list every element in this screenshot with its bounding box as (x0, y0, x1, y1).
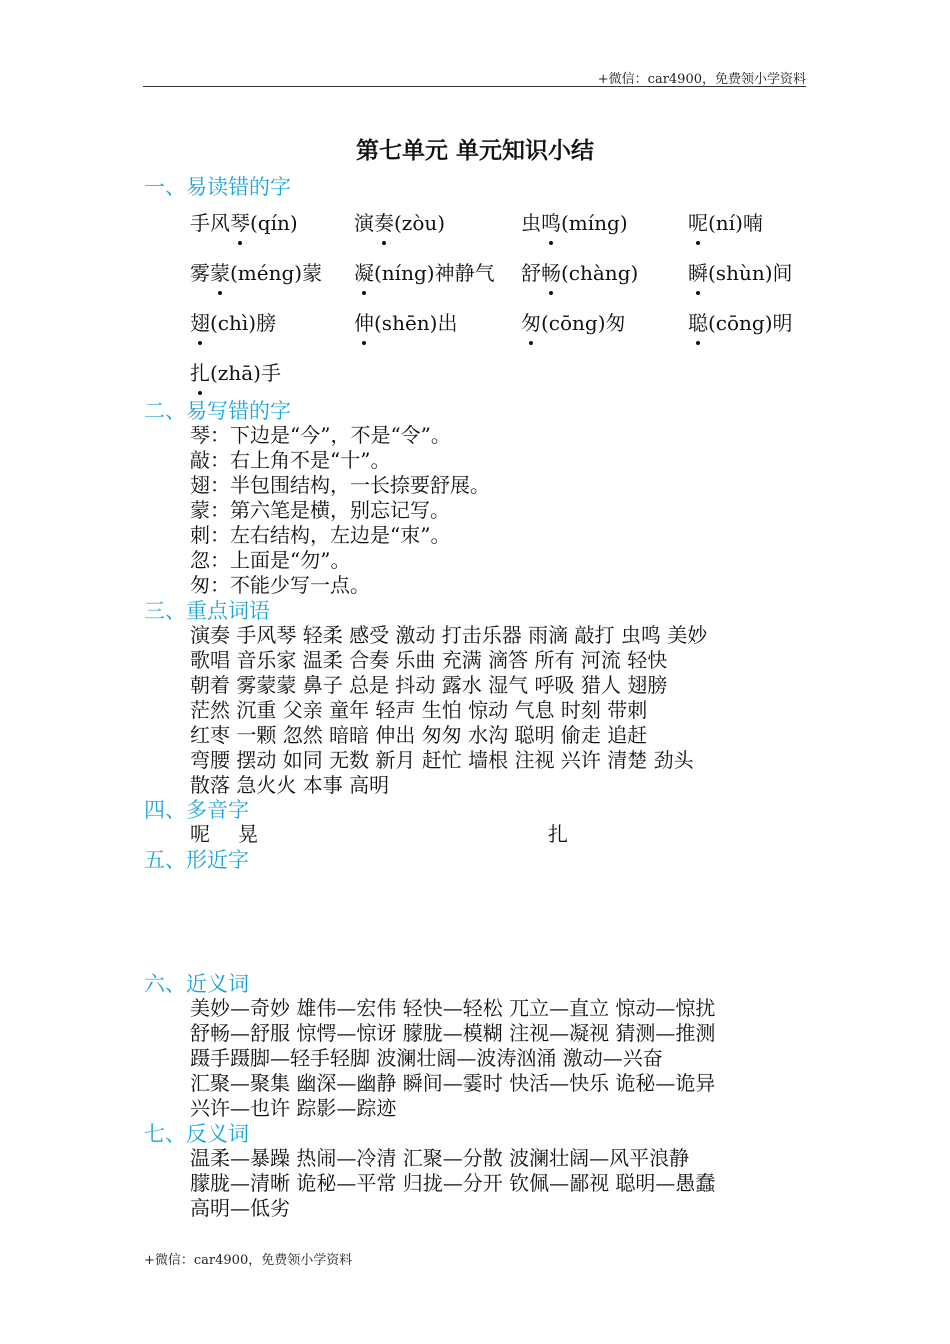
pinyin-item: 伸(shēn)出 (354, 311, 458, 335)
synonym-line: 蹑手蹑脚—轻手轻脚 波澜壮阔—波涛汹涌 激动—兴奋 (190, 1046, 663, 1070)
miswrite-line: 刺：左右结构，左边是“朿”。 (190, 523, 451, 547)
footer-note: +微信：car4900，免费领小学资料 (144, 1253, 353, 1268)
key-words-line: 红枣 一颗 忽然 暗暗 伸出 匆匆 水沟 聪明 偷走 追赶 (190, 723, 648, 747)
miswrite-line: 匆：不能少写一点。 (190, 573, 370, 597)
pinyin-item: 呢(ní)喃 (688, 211, 763, 235)
section-heading-7: 七、反义词 (144, 1122, 249, 1146)
miswrite-line: 敲：右上角不是“十”。 (190, 448, 391, 472)
polyphone-char: 呢 (190, 822, 210, 846)
pinyin-item: 演奏(zòu) (354, 211, 446, 235)
key-words-line: 散落 急火火 本事 高明 (190, 773, 390, 797)
key-words-line: 茫然 沉重 父亲 童年 轻声 生怕 惊动 气息 时刻 带刺 (190, 698, 648, 722)
section-heading-1: 一、易读错的字 (144, 175, 291, 199)
pinyin-item: 虫鸣(míng) (521, 211, 628, 235)
section-heading-6: 六、近义词 (144, 972, 249, 996)
polyphone-char: 扎 (548, 822, 568, 846)
pinyin-item: 扎(zhā)手 (190, 361, 281, 385)
pinyin-item: 雾蒙(méng)蒙 (190, 261, 323, 285)
section-heading-2: 二、易写错的字 (144, 399, 291, 423)
miswrite-line: 翅：半包围结构，一长捺要舒展。 (190, 473, 490, 497)
pinyin-item: 瞬(shùn)间 (688, 261, 793, 285)
antonym-line: 高明—低劣 (190, 1196, 290, 1220)
synonym-line: 汇聚—聚集 幽深—幽静 瞬间—霎时 快活—快乐 诡秘—诡异 (190, 1071, 716, 1095)
pinyin-item: 匆(cōng)匆 (521, 311, 626, 335)
key-words-line: 演奏 手风琴 轻柔 感受 激动 打击乐器 雨滴 敲打 虫鸣 美妙 (190, 623, 708, 647)
miswrite-line: 忽：上面是“勿”。 (190, 548, 351, 572)
key-words-line: 弯腰 摆动 如同 无数 新月 赶忙 墙根 注视 兴许 清楚 劲头 (190, 748, 694, 772)
header-rule (143, 86, 806, 87)
page-title: 第七单元 单元知识小结 (355, 138, 594, 164)
section-heading-4: 四、多音字 (144, 798, 249, 822)
synonym-line: 兴许—也许 踪影—踪迹 (190, 1096, 397, 1120)
synonym-line: 美妙—奇妙 雄伟—宏伟 轻快—轻松 兀立—直立 惊动—惊扰 (190, 996, 716, 1020)
section-heading-5: 五、形近字 (144, 848, 249, 872)
miswrite-line: 琴：下边是“今”，不是“令”。 (190, 423, 451, 447)
antonym-line: 朦胧—清晰 诡秘—平常 归拢—分开 钦佩—鄙视 聪明—愚蠢 (190, 1171, 716, 1195)
pinyin-item: 聪(cōng)明 (688, 311, 793, 335)
polyphone-char: 晃 (238, 822, 258, 846)
pinyin-item: 凝(níng)神静气 (354, 261, 495, 285)
pinyin-item: 手风琴(qín) (190, 211, 298, 235)
pinyin-item: 舒畅(chàng) (521, 261, 639, 285)
key-words-line: 朝着 雾蒙蒙 鼻子 总是 抖动 露水 湿气 呼吸 猎人 翅膀 (190, 673, 668, 697)
antonym-line: 温柔—暴躁 热闹—冷清 汇聚—分散 波澜壮阔—风平浪静 (190, 1146, 690, 1170)
header-note: +微信：car4900，免费领小学资料 (597, 72, 806, 87)
key-words-line: 歌唱 音乐家 温柔 合奏 乐曲 充满 滴答 所有 河流 轻快 (190, 648, 668, 672)
synonym-line: 舒畅—舒服 惊愕—惊讶 朦胧—模糊 注视—凝视 猜测—推测 (190, 1021, 716, 1045)
section-heading-3: 三、重点词语 (144, 599, 270, 623)
pinyin-item: 翅(chì)膀 (190, 311, 277, 335)
miswrite-line: 蒙：第六笔是横，别忘记写。 (190, 498, 450, 522)
